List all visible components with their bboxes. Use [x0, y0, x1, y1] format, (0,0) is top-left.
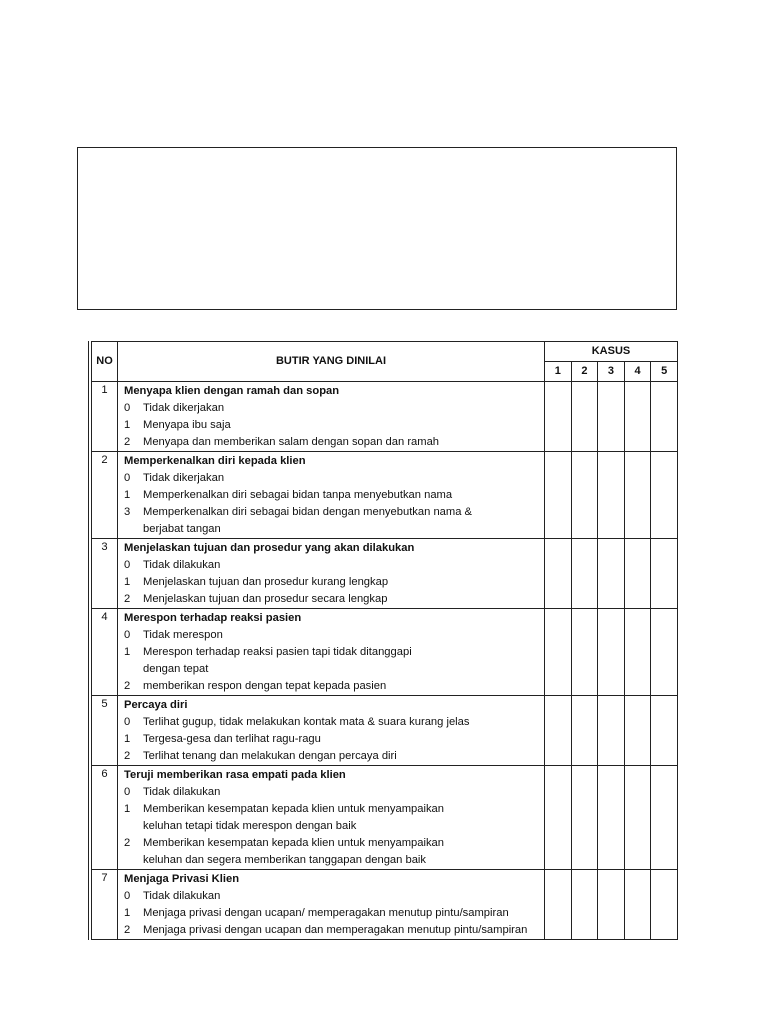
kasus-score-cell-2[interactable] — [571, 870, 598, 940]
kasus-score-cell-3[interactable] — [598, 452, 625, 539]
kasus-score-cell-4[interactable] — [624, 766, 651, 870]
score-option — [124, 591, 544, 608]
score-option — [124, 627, 544, 644]
score-value: 1 — [124, 646, 131, 658]
score-option — [124, 470, 544, 487]
score-description: dengan tepat — [143, 663, 209, 675]
score-description: Memperkenalkan diri sebagai bidan tanpa menyebutkan nama — [143, 489, 453, 501]
score-option — [124, 801, 544, 818]
row-number: 4 — [92, 609, 118, 696]
kasus-score-cell-2[interactable] — [571, 382, 598, 452]
score-description: Menjelaskan tujuan dan prosedur secara lengkap — [143, 593, 388, 605]
item-title: Teruji memberikan rasa empati pada klien — [124, 769, 346, 781]
score-value: 0 — [124, 716, 131, 728]
score-description: Menjaga privasi dengan ucapan/ memperagakan menutup pintu/sampiran — [143, 907, 509, 919]
item-title: Memperkenalkan diri kepada klien — [124, 455, 306, 467]
score-value: 2 — [124, 837, 131, 849]
score-option — [124, 784, 544, 801]
item-title: Merespon terhadap reaksi pasien — [124, 612, 302, 624]
score-value: 2 — [124, 593, 131, 605]
kasus-score-cell-2[interactable] — [571, 452, 598, 539]
score-description: berjabat tangan — [143, 523, 221, 535]
kasus-score-cell-4[interactable] — [624, 609, 651, 696]
kasus-score-cell-1[interactable] — [545, 452, 572, 539]
score-description: Menjelaskan tujuan dan prosedur kurang lengkap — [143, 576, 389, 588]
item-title: Percaya diri — [124, 699, 188, 711]
kasus-score-cell-2[interactable] — [571, 609, 598, 696]
item-title: Menjaga Privasi Klien — [124, 873, 240, 885]
table-row — [92, 696, 678, 766]
column-header-no: NO — [92, 342, 118, 382]
assessment-table — [91, 341, 678, 940]
score-option — [124, 678, 544, 695]
row-number: 1 — [92, 382, 118, 452]
row-number: 6 — [92, 766, 118, 870]
score-option — [124, 748, 544, 765]
score-description: Menjaga privasi dengan ucapan dan memperagakan menutup pintu/sampiran — [143, 924, 528, 936]
score-option — [124, 852, 544, 869]
kasus-score-cell-2[interactable] — [571, 696, 598, 766]
row-number: 5 — [92, 696, 118, 766]
item-title: Menyapa klien dengan ramah dan sopan — [124, 385, 340, 397]
score-value: 3 — [124, 506, 131, 518]
score-value: 0 — [124, 472, 131, 484]
score-option — [124, 714, 544, 731]
assessment-item-cell — [118, 382, 545, 452]
table-row — [92, 452, 678, 539]
empty-header-box — [77, 147, 677, 310]
score-value: 1 — [124, 576, 131, 588]
kasus-score-cell-3[interactable] — [598, 766, 625, 870]
kasus-score-cell-2[interactable] — [571, 766, 598, 870]
kasus-score-cell-5[interactable] — [651, 382, 678, 452]
score-option — [124, 400, 544, 417]
score-description: Terlihat gugup, tidak melakukan kontak mata & suara kurang jelas — [143, 716, 470, 728]
score-option — [124, 434, 544, 451]
score-value: 2 — [124, 436, 131, 448]
kasus-score-cell-5[interactable] — [651, 452, 678, 539]
score-description: Memberikan kesempatan kepada klien untuk menyampaikan — [143, 837, 444, 849]
assessment-table-wrapper — [88, 341, 678, 940]
kasus-score-cell-4[interactable] — [624, 696, 651, 766]
table-row — [92, 539, 678, 609]
score-value: 0 — [124, 629, 131, 641]
score-description: memberikan respon dengan tepat kepada pasien — [143, 680, 387, 692]
score-description: Tergesa-gesa dan terlihat ragu-ragu — [143, 733, 321, 745]
column-header-kasus: KASUS — [545, 342, 678, 362]
kasus-score-cell-5[interactable] — [651, 696, 678, 766]
score-value: 1 — [124, 489, 131, 501]
score-option — [124, 888, 544, 905]
score-value: 0 — [124, 890, 131, 902]
score-description: Tidak dilakukan — [143, 786, 221, 798]
score-option — [124, 922, 544, 939]
assessment-item-cell — [118, 870, 545, 940]
kasus-score-cell-4[interactable] — [624, 870, 651, 940]
assessment-item-cell — [118, 452, 545, 539]
score-value: 2 — [124, 680, 131, 692]
score-description: Tidak dikerjakan — [143, 402, 225, 414]
kasus-column-5: 5 — [651, 362, 678, 382]
row-number: 2 — [92, 452, 118, 539]
table-row — [92, 766, 678, 870]
score-value: 1 — [124, 907, 131, 919]
score-description: keluhan tetapi tidak merespon dengan baik — [143, 820, 357, 832]
kasus-column-2: 2 — [571, 362, 598, 382]
score-option — [124, 574, 544, 591]
kasus-score-cell-5[interactable] — [651, 539, 678, 609]
assessment-item-cell — [118, 766, 545, 870]
score-value: 1 — [124, 419, 131, 431]
kasus-score-cell-4[interactable] — [624, 452, 651, 539]
kasus-score-cell-4[interactable] — [624, 382, 651, 452]
score-description: Tidak dilakukan — [143, 559, 221, 571]
table-row — [92, 609, 678, 696]
kasus-score-cell-1[interactable] — [545, 696, 572, 766]
score-value: 2 — [124, 750, 131, 762]
score-description: Terlihat tenang dan melakukan dengan percaya diri — [143, 750, 397, 762]
kasus-score-cell-3[interactable] — [598, 696, 625, 766]
assessment-item-cell — [118, 696, 545, 766]
item-title: Menjelaskan tujuan dan prosedur yang akan dilakukan — [124, 542, 415, 554]
score-description: Menyapa ibu saja — [143, 419, 231, 431]
score-description: Menyapa dan memberikan salam dengan sopan dan ramah — [143, 436, 440, 448]
kasus-score-cell-3[interactable] — [598, 609, 625, 696]
row-number: 3 — [92, 539, 118, 609]
kasus-score-cell-3[interactable] — [598, 382, 625, 452]
kasus-score-cell-5[interactable] — [651, 870, 678, 940]
score-option — [124, 417, 544, 434]
score-value: 2 — [124, 924, 131, 936]
score-option — [124, 905, 544, 922]
kasus-score-cell-1[interactable] — [545, 870, 572, 940]
kasus-score-cell-2[interactable] — [571, 539, 598, 609]
column-header-item: BUTIR YANG DINILAI — [118, 342, 545, 382]
score-option — [124, 644, 544, 661]
kasus-score-cell-4[interactable] — [624, 539, 651, 609]
score-option — [124, 504, 544, 521]
score-option — [124, 557, 544, 574]
kasus-column-3: 3 — [598, 362, 625, 382]
kasus-score-cell-1[interactable] — [545, 382, 572, 452]
kasus-score-cell-1[interactable] — [545, 609, 572, 696]
row-number: 7 — [92, 870, 118, 940]
kasus-score-cell-3[interactable] — [598, 539, 625, 609]
kasus-column-4: 4 — [624, 362, 651, 382]
score-value: 0 — [124, 786, 131, 798]
kasus-score-cell-5[interactable] — [651, 766, 678, 870]
score-option — [124, 521, 544, 538]
score-option — [124, 818, 544, 835]
kasus-score-cell-3[interactable] — [598, 870, 625, 940]
score-option — [124, 487, 544, 504]
score-description: Memperkenalkan diri sebagai bidan dengan menyebutkan nama & — [143, 506, 472, 518]
table-row — [92, 382, 678, 452]
score-description: keluhan dan segera memberikan tanggapan dengan baik — [143, 854, 427, 866]
kasus-score-cell-1[interactable] — [545, 539, 572, 609]
kasus-column-1: 1 — [545, 362, 572, 382]
score-option — [124, 835, 544, 852]
kasus-score-cell-1[interactable] — [545, 766, 572, 870]
assessment-item-cell — [118, 609, 545, 696]
score-option — [124, 731, 544, 748]
score-value: 1 — [124, 803, 131, 815]
score-description: Memberikan kesempatan kepada klien untuk menyampaikan — [143, 803, 444, 815]
assessment-item-cell — [118, 539, 545, 609]
score-description: Tidak dikerjakan — [143, 472, 225, 484]
score-option — [124, 661, 544, 678]
score-value: 0 — [124, 559, 131, 571]
score-description: Tidak merespon — [143, 629, 223, 641]
kasus-score-cell-5[interactable] — [651, 609, 678, 696]
score-value: 0 — [124, 402, 131, 414]
table-row — [92, 870, 678, 940]
score-value: 1 — [124, 733, 131, 745]
score-description: Merespon terhadap reaksi pasien tapi tidak ditanggapi — [143, 646, 412, 658]
score-description: Tidak dilakukan — [143, 890, 221, 902]
